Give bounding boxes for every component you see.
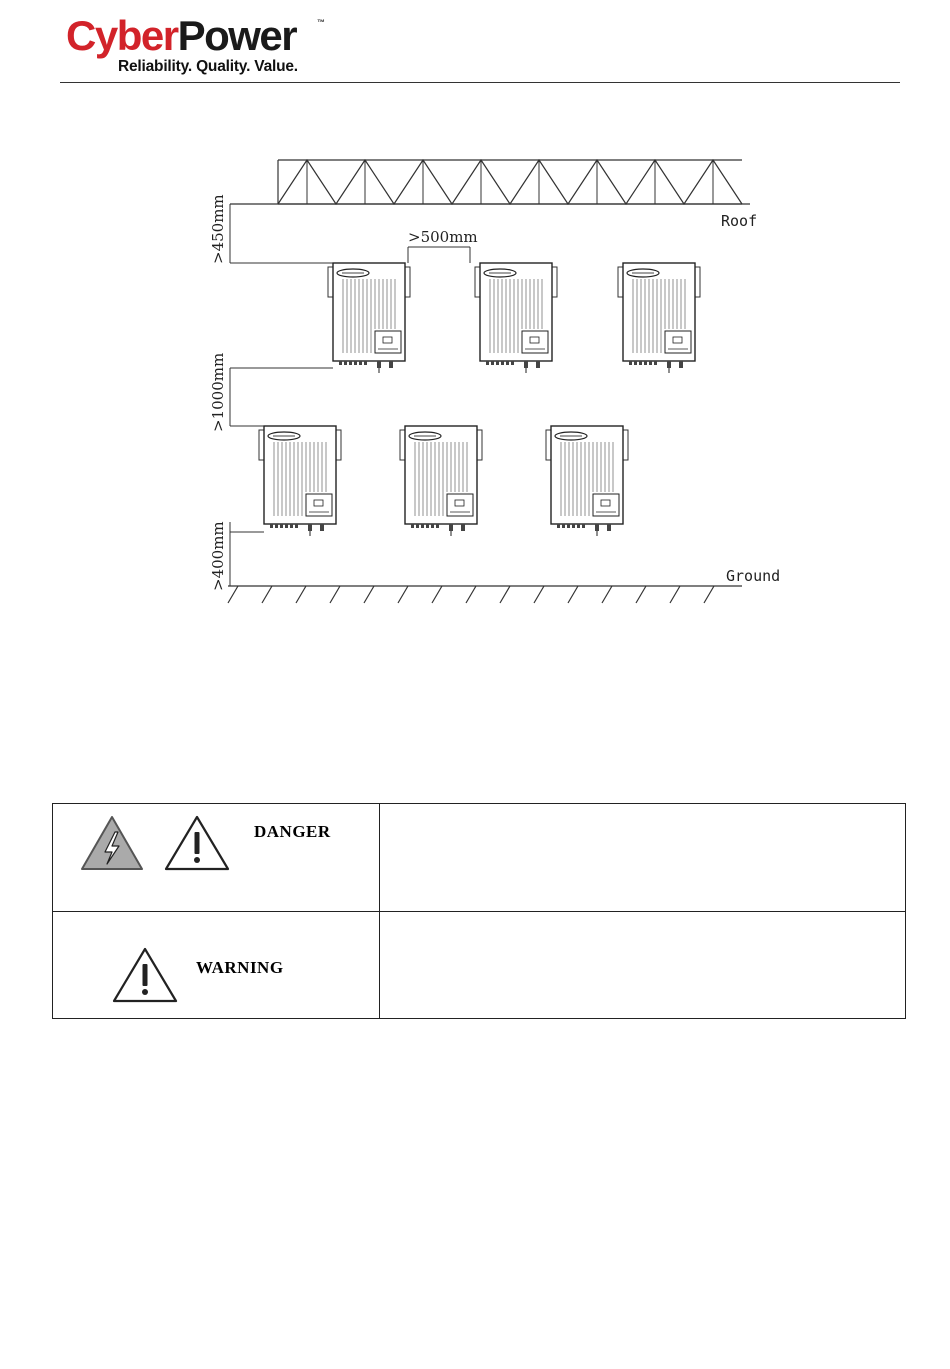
ground-line	[228, 586, 742, 603]
inverter-bottom-middle	[400, 426, 482, 536]
warning-sign-cell	[53, 912, 379, 1018]
page-header	[60, 8, 900, 84]
dimension-label-roof-clearance: >450mm	[209, 194, 227, 264]
warning-text-cell	[380, 912, 905, 1018]
inverter-bottom-left	[259, 426, 341, 536]
trademark-symbol: ™	[317, 18, 325, 27]
inverter-top-right	[618, 263, 700, 373]
logo-power: Power	[177, 12, 297, 59]
dimension-label-ground-clearance: >400mm	[209, 521, 227, 591]
inverter-top-middle	[475, 263, 557, 373]
header-divider	[60, 82, 900, 83]
logo-tagline: Reliability. Quality. Value.	[118, 58, 298, 75]
warning-label: WARNING	[196, 958, 284, 977]
dimension-label-side-clearance: >500mm	[408, 228, 478, 246]
dimension-label-row-clearance: >1000mm	[209, 352, 227, 432]
installation-clearance-diagram	[190, 150, 810, 620]
danger-label: DANGER	[254, 822, 331, 841]
general-warning-icon	[111, 946, 179, 1004]
roof-label: Roof	[721, 212, 758, 230]
inverter-top-left	[328, 263, 410, 373]
inverter-bottom-right	[546, 426, 628, 536]
ground-label: Ground	[726, 567, 781, 585]
general-warning-icon	[163, 814, 231, 872]
electric-shock-warning-icon	[79, 814, 145, 872]
safety-notice-table	[52, 803, 906, 1019]
cyberpower-logo	[66, 10, 386, 80]
logo-cyber: Cyber	[66, 12, 178, 59]
roof-truss	[230, 160, 750, 204]
danger-text-cell	[380, 804, 905, 911]
danger-sign-cell	[53, 804, 379, 911]
logo-wordmark	[66, 10, 296, 62]
